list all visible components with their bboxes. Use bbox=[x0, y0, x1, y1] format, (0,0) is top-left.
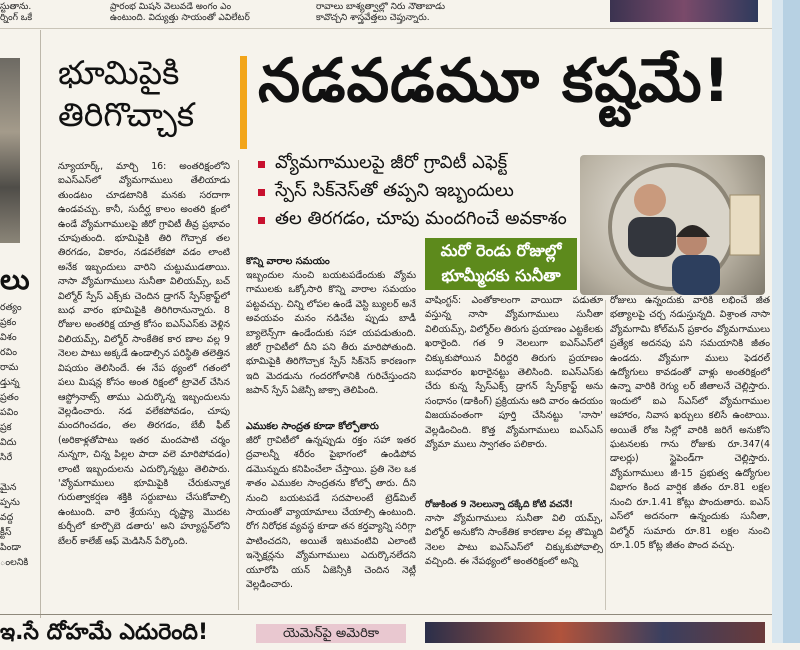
accent-bar bbox=[240, 56, 247, 149]
article-text: వాషింగ్టన్: ఎంతోకాలంగా వాయిదా పడుతూ వస్తున్న నాసా వ్యోమగాములు సునీతా విలియమ్స్, విల్మోర్‌ల తిరుగు ప్రయాణం ఎట్టకేలకు ఖరారైంది. గత 9 నెలలుగా ఐఎస్‌ఎస్‌లో చిక్కుకుపోయిన వీరిద్దరి తిరుగు ప్రయాణం బుధవారం ఖరారైనట్టు తెలిసింది. ఐఎస్‌ఎస్‌కు చేరు కున్న స్పేస్‌ఎక్స్ డ్రాగన్ స్పేస్‌క్రాఫ్ట్ అను సంధానం (డాకింగ్) ప్రక్రియను ఆది వారం ఉదయం విజయవంతంగా పూర్తి చేసినట్టు 'నాసా' వెల్లడించింది. కొత్త వ్యోమగాములు ఐఎస్‌ఎస్ వ్యోమా ములు స్వాగతం పలికారు. bbox=[425, 295, 603, 451]
subheading: కొన్ని వారాల సమయం bbox=[246, 256, 330, 267]
left-cropped-headline: లు bbox=[0, 263, 30, 296]
top-strip-text-c: రావాలు బాశ్యత్వాల్లో నిరు నౌతాబాడు కావొచ్చని శాస్త్రవేత్తలు చెప్తున్నారు. bbox=[316, 2, 445, 23]
next-article-headline: ఇ.సే దోహమే ఎదురెంది! bbox=[0, 620, 208, 645]
astronauts-photo bbox=[580, 155, 765, 295]
bullet-text: తల తిరగడం, చూపు మందగించే అవకాశం bbox=[275, 207, 567, 229]
subheading: రోజుకింత 9 నెలలున్నా దక్కేది కోటి వచనే! bbox=[425, 500, 574, 510]
article-text: ఇబ్బందుల నుంచి బయటపడేందుకు వ్యోమ గాములకు ఒక్కోసారి కొన్ని వారాల సమయం పట్టవచ్చు. చిన్ని లోపల ఉండే వెస్టి బ్యులర్ అనే అవయవం మనం నడిచేట ప్పుడు బాడీ బ్యాలెన్స్‌గా ఉండేందుకు సహా యపడుతుంది. జీరో గ్రావిటీలో దీని పని తీరు మారిపోతుంది. భూమిపైకి తిరిగొచ్చాక స్పేస్ సిక్‌నెస్ కారణంగా ఇది మెదడును గందరగోళానికి గురిచేస్తుందని జపాన్ స్పేస్ ఏజెన్సీ జాక్సా తెలిపింది. bbox=[246, 270, 416, 397]
sidebar-headline-box: మరో రెండు రోజుల్లో భూమ్మీదకు సునీతా bbox=[425, 238, 577, 290]
highlight-bullets bbox=[258, 150, 578, 234]
right-margin-band-inner bbox=[783, 0, 800, 643]
left-cropped-text: రత్యం ప్రకం విశం రవిం రామ డ్తున్న ప్రతం పవిం ప్రక విదు సిరే మైన ప్పను వద్ద క్టీస్ పిండా ంలనికి bbox=[0, 302, 28, 568]
top-strip-text-b: ప్రారంభ మిషన్ వెలువడే అంగం ఎం ఉంటుంది. విద్యుత్తు సాయంతో ఎవిలేటర్ bbox=[110, 2, 250, 23]
bullet-item bbox=[258, 150, 578, 178]
column-divider bbox=[40, 30, 41, 618]
bottom-photo bbox=[425, 622, 765, 643]
bullet-square-icon bbox=[258, 217, 265, 224]
article-text: జీరో గ్రావిటీలో ఉన్నప్పుడు రక్తం సహా ఇతర ద్రవాలన్నీ శరీరం పైభాగంలో ఉండిపోవ డమొన్నుదు కనిపించేలా చేస్తాయి. ప్రతి నెల ఒక శాతం ఎముకల సాంద్రతను కోల్పో తారు. దీని నుంచి బయటపడే సదపాలంటే ట్రెడ్‌మిల్ సాయంతో వ్యాయామాలు చేయాల్సి ఉంటుంది. రోగ నిరోధక వ్యవస్థ కూడా తన కర్తవ్యాన్ని సరిగ్గా పాటించదని, అయితే ఇటువంటివి ఎలాంటి ఇన్ఫెక్షన్లను వ్యోమగాములు ఎదుర్కొనలేదని యూరోపి యన్ ఏజెన్సీకి చెందిన నెట్లీ వెల్లడించారు. bbox=[246, 435, 416, 591]
bullet-item bbox=[258, 206, 578, 234]
bullet-text: వ్యోమగాములపై జీరో గ్రావిటీ ఎఫెక్ట్ bbox=[275, 151, 508, 173]
main-headline: నడవడమూ కష్టమే! bbox=[258, 46, 731, 116]
bullet-square-icon bbox=[258, 189, 265, 196]
column-divider bbox=[238, 160, 239, 610]
article-column-1: న్యూయార్క్, మార్చి 16: అంతరిక్షంలోని ఐఎస్‌ఎస్‌లో వ్యోమగాములు తేలియాడు తుండటం చూడటానికి మనకు సరదాగా ఉండవచ్చు. కానీ, సుదీర్ఘ కాలం అంతరి క్షంలో ఉండే వ్యోమగాములపై జీరో గ్రావిటీ తీవ్ర ప్రభావం చూపుతుంది. భూమిపైకి తిరి గొచ్చాక తల తిరగడం, వికారం, నడవలేకపో వడం లాంటి అనేక ఇబ్బందులు వారిని చుట్టుముడతాయి. నాసా వ్యోమగాములు సునీతా విలియమ్స్, బచ్ విల్మోర్ స్పేస్ ఎక్స్‌కు చెందిన డ్రాగన్ స్పేస్‌క్రాఫ్ట్‌లో బుధ వారం భూమిపైకి తిరిగిరానున్నారు. 8 రోజుల అంతరిక్ష యాత్ర కోసం ఐఎస్‌ఎస్‌కు వెళ్లిన విలియమ్స్, విల్మోర్ సాంకేతిక కార ణాల వల్ల 9 నెలల పాటు అక్కడే ఉండాల్సిన పరిస్థితి తలెత్తిన విషయం తెలిసిందే. ఈ నేప థ్యంలో గతంలో పలు మిషన్ల కోసం అంత రిక్షంలో ట్రావెల్ చేసిన ఆస్ట్రోనాట్స్ తాము ఎదుర్కొన్న ఇబ్బందులను వెల్లడించారు. నడ వలేకపోవడం, చూపు మందగించడం, తల తిరగడం, బేబీ ఫీట్ (అరికాళ్లతోపాటు ఇతర మందపాటి చర్మం నున్నగా, చిన్న పిల్లల పాదా వలె మారిపోవడం) లాంటి ఇబ్బందులను ఎదుర్కొన్నట్టు తెలిపారు. 'వ్యోమగాములు భూమిపైకి చేరుకున్నాక గురుత్వాకర్షణ శక్తికి సర్దుబాటు చేసుకోవాల్సి ఉంటుంది. వారి శ్రేయస్సు దృష్ట్యా మొదట కుర్చీలో కూర్చొబె డతారు' అని హ్యూస్టన్‌లోని బేలర్ కాలేజ్ ఆఫ్ మెడిసిన్ పేర్కొంది. bbox=[58, 161, 230, 547]
bullet-text: స్పేస్ సిక్‌నెస్‌తో తప్పని ఇబ్బందులు bbox=[275, 179, 514, 201]
article-text: నాసా వ్యోమగాములు సునీతా విలి యమ్స్, విల్మోర్ అనుకోని సాంకేతిక కారణాల వల్ల తొమ్మిది నెలల పాటు ఐఎస్‌ఎస్‌లో చిక్కుకుపోవాల్సి వచ్చింది. ఈ నేపథ్యంలో అంతరిక్షంలో అన్ని bbox=[425, 513, 603, 568]
top-strip-photo bbox=[610, 0, 758, 22]
article-column-3 bbox=[425, 294, 603, 614]
article-column-2-top bbox=[246, 255, 416, 410]
bullet-square-icon bbox=[258, 161, 265, 168]
left-cropped-photo bbox=[0, 58, 20, 243]
kicker-headline: భూమిపైకి తిరిగొచ్చాక bbox=[58, 53, 195, 134]
next-article-label: యెమెన్‌పై అమెరికా bbox=[256, 624, 406, 643]
bullet-item bbox=[258, 178, 578, 206]
section-divider bbox=[0, 614, 772, 615]
subheading: ఎముకల సాంద్రత కూడా కోల్పోతారు bbox=[246, 421, 379, 432]
top-strip-text-a: స్టుతాను. ర్నింగ్ ఒకే bbox=[0, 2, 33, 23]
article-column-4: రోజులు ఉన్నందుకు వారికి లభించే జీత భత్యాలపై చర్చ నడుస్తున్నది. విశ్రాంత నాసా వ్యోమగామి కోల్‌మన్ ప్రకారం వ్యోమగాములు ప్రత్యేక అదనపు పని సమయానికి జీతం ఉండదు. వ్యోమగా ములు ఫెడరల్ ఉద్యోగులు కావడంతో వాళ్లు అంతరిక్షంలో ఉన్నా వారికి రెగ్యు లర్ జీతాలనే చెల్లిస్తారు. ఇందులో ఐఎ స్‌ఎస్‌లో వ్యోమగాముల ఆహారం, నివాస ఖర్చులు కలిసే ఉంటాయి. అయితే రోజ సిల్లో వారికి జరిగే అనుకోని ఘటనలకు గాను రోజుకు రూ.347(4 డాలర్లు) స్టైపెండ్‌గా చెల్లిస్తారు. వ్యోమగాములు జీ-15 ప్రభుత్వ ఉద్యోగుల విభాగం కింద వార్షిక జీతం రూ.81 లక్షల నుంచి రూ.1.41 కోట్లు పొందుతారు. ఐఎస్ ఎస్‌లో అదనంగా ఉన్నందుకు సునీతా, విల్మోర్ సుమారు రూ.81 లక్షల నుంచి రూ.1.05 కోట్ల జీతం పొంద వచ్చు. bbox=[610, 295, 770, 551]
column-divider bbox=[605, 300, 606, 610]
